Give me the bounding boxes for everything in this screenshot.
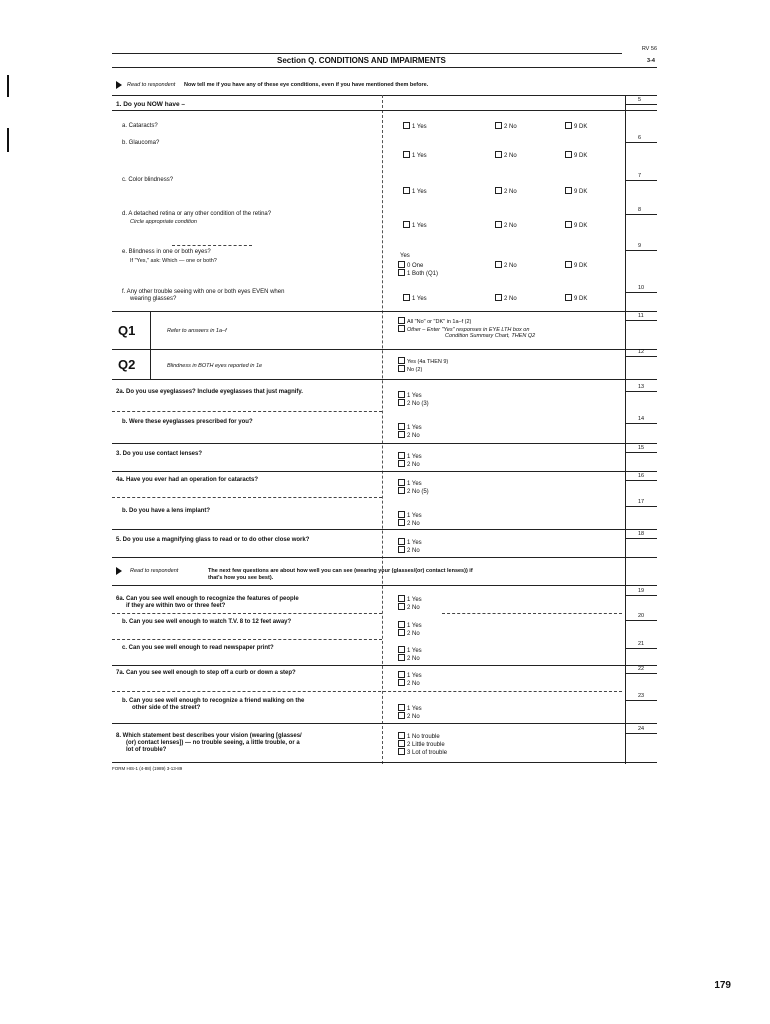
item-code: 23 xyxy=(638,693,645,699)
answer-option[interactable]: 2 No xyxy=(397,654,420,663)
answer-option[interactable]: 2 No xyxy=(494,261,517,270)
item-code: 6 xyxy=(638,135,642,141)
answer-option[interactable]: 1 Yes xyxy=(397,538,422,547)
q1c-label: c. Color blindness? xyxy=(122,177,174,183)
answer-option[interactable]: 2 No xyxy=(494,187,517,196)
q8-line3: lot of trouble? xyxy=(126,747,167,753)
q2a-label: 2a. Do you use eyeglasses? Include eyeglasses that just magnify. xyxy=(116,389,303,395)
answer-option[interactable]: 2 No xyxy=(397,629,420,638)
answer-option[interactable]: 2 No xyxy=(397,712,420,721)
answer-option[interactable]: 1 Yes xyxy=(397,479,422,488)
q6a-label: 6a. Can you see well enough to recognize the features of people xyxy=(116,596,299,602)
q6a-label-cont: if they are within two or three feet? xyxy=(126,603,226,609)
answer-option[interactable]: 1 Yes xyxy=(402,187,427,196)
q8-line2: (or) contact lenses]) — no trouble seeing, a little trouble, or a xyxy=(126,740,300,746)
answer-option[interactable]: Other – Enter "Yes" responses in EYE LTH box on xyxy=(397,325,529,334)
q5-label: 5. Do you use a magnifying glass to read or to do other close work? xyxy=(116,537,310,543)
answer-option[interactable]: 2 No xyxy=(397,519,420,528)
answer-option[interactable]: 1 Yes xyxy=(397,423,422,432)
answer-option-header: Yes xyxy=(400,253,410,259)
form-id: FORM HIS-1 (4-88) (1989) 3-13-89 xyxy=(112,766,183,771)
answer-option[interactable]: 2 No xyxy=(397,679,420,688)
item-code: 22 xyxy=(638,666,645,672)
answer-option[interactable]: 9 DK xyxy=(564,261,587,270)
answer-option[interactable]: 2 No xyxy=(494,294,517,303)
answer-option[interactable]: Yes (4a THEN 9) xyxy=(397,357,448,366)
answer-option[interactable]: 1 Yes xyxy=(402,294,427,303)
arrow-icon xyxy=(116,567,122,575)
item-code: 20 xyxy=(638,613,645,619)
answer-option[interactable]: All "No" or "DK" in 1a–f (2) xyxy=(397,317,471,326)
margin-mark xyxy=(7,75,9,97)
instruction2-line1: The next few questions are about how well you can see (wearing your (glasses/(or) contact lenses)) if xyxy=(208,568,473,574)
answer-column-rule xyxy=(382,95,383,764)
answer-option[interactable]: 2 No xyxy=(494,151,517,160)
item-code: 9 xyxy=(638,243,642,249)
answer-option[interactable]: 2 No xyxy=(494,122,517,131)
answer-option[interactable]: No (2) xyxy=(397,365,422,374)
q1a-label: a. Cataracts? xyxy=(122,123,158,129)
check-q1-cont: Condition Summary Chart, THEN Q2 xyxy=(445,333,536,339)
check-item-q1: Q1 xyxy=(118,323,136,338)
answer-option[interactable]: 1 Both (Q1) xyxy=(397,269,438,278)
check-q2-text: Blindness in BOTH eyes reported in 1e xyxy=(167,363,263,369)
q1b-label: b. Glaucoma? xyxy=(122,140,160,146)
q1-stem: 1. Do you NOW have – xyxy=(116,101,185,108)
item-code: 18 xyxy=(638,531,645,537)
item-code: 21 xyxy=(638,641,645,647)
arrow-icon xyxy=(116,81,122,89)
q1e-label: e. Blindness in one or both eyes? xyxy=(122,249,211,255)
item-code: 12 xyxy=(638,349,645,355)
answer-option[interactable]: 1 Yes xyxy=(397,452,422,461)
answer-option[interactable]: 1 Yes xyxy=(397,511,422,520)
check-item-q2: Q2 xyxy=(118,357,136,372)
answer-option[interactable]: 2 No xyxy=(397,431,420,440)
answer-option[interactable]: 1 Yes xyxy=(402,151,427,160)
answer-option[interactable]: 1 Yes xyxy=(397,621,422,630)
item-code: 8 xyxy=(638,207,642,213)
item-code: 24 xyxy=(638,726,645,732)
answer-option[interactable]: 1 Yes xyxy=(397,646,422,655)
answer-option[interactable]: 9 DK xyxy=(564,221,587,230)
answer-option[interactable]: 9 DK xyxy=(564,122,587,131)
answer-option[interactable]: 1 Yes xyxy=(397,704,422,713)
answer-option[interactable]: 2 Little trouble xyxy=(397,740,445,749)
q7a-label: 7a. Can you see well enough to step off a curb or down a step? xyxy=(116,670,296,676)
item-code: 16 xyxy=(638,473,645,479)
q4a-label: 4a. Have you ever had an operation for cataracts? xyxy=(116,477,259,483)
answer-option[interactable]: 1 No trouble xyxy=(397,732,440,741)
questionnaire-form xyxy=(112,46,657,771)
q1e-sub: If "Yes," ask: Which — one or both? xyxy=(130,258,217,264)
answer-option[interactable]: 2 No (3) xyxy=(397,399,429,408)
q3-label: 3. Do you use contact lenses? xyxy=(116,451,203,457)
item-code: 17 xyxy=(638,499,645,505)
q1d-label: d. A detached retina or any other condition of the retina? xyxy=(122,211,272,217)
answer-option[interactable]: 1 Yes xyxy=(402,221,427,230)
q4b-label: b. Do you have a lens implant? xyxy=(122,508,211,514)
answer-option[interactable]: 3 Lot of trouble xyxy=(397,748,447,757)
q7b-label-cont: other side of the street? xyxy=(132,705,201,711)
instruction2-tag: Read to respondent xyxy=(130,568,179,574)
answer-option[interactable]: 2 No xyxy=(494,221,517,230)
answer-option[interactable]: 2 No (5) xyxy=(397,487,429,496)
corner-code: RV 56 xyxy=(641,46,657,52)
answer-option[interactable]: 9 DK xyxy=(564,294,587,303)
answer-option[interactable]: 0 One xyxy=(397,261,423,270)
instruction2-line2: that's how you see best). xyxy=(208,575,274,581)
answer-option[interactable]: 1 Yes xyxy=(397,595,422,604)
item-code: 7 xyxy=(638,173,642,179)
page-number: 179 xyxy=(714,980,731,991)
answer-option[interactable]: 2 No xyxy=(397,460,420,469)
instruction-text: Now tell me if you have any of these eye conditions, even if you have mentioned them before. xyxy=(184,82,429,88)
item-code: 10 xyxy=(638,285,645,291)
q1d-sub: Circle appropriate condition xyxy=(130,219,197,225)
page-range: 3-4 xyxy=(647,58,655,64)
item-code: 5 xyxy=(638,97,642,103)
item-code: 11 xyxy=(638,313,644,319)
answer-option[interactable]: 1 Yes xyxy=(397,391,422,400)
q1f-label: f. Any other trouble seeing with one or both eyes EVEN when xyxy=(122,289,285,295)
answer-option[interactable]: 1 Yes xyxy=(402,122,427,131)
item-code: 13 xyxy=(638,384,645,390)
item-code: 15 xyxy=(638,445,645,451)
answer-option[interactable]: 2 No xyxy=(397,603,420,612)
section-title: Section Q. CONDITIONS AND IMPAIRMENTS xyxy=(277,56,446,65)
q2b-label: b. Were these eyeglasses prescribed for you? xyxy=(122,419,253,425)
margin-mark xyxy=(7,128,9,152)
answer-option[interactable]: 9 DK xyxy=(564,151,587,160)
q8-line1: 8. Which statement best describes your vision (wearing [glasses/ xyxy=(116,733,302,739)
q1f-label-cont: wearing glasses? xyxy=(130,296,177,302)
item-code: 19 xyxy=(638,588,645,594)
answer-option[interactable]: 1 Yes xyxy=(397,671,422,680)
code-column-rule xyxy=(625,95,626,764)
q6b-label: b. Can you see well enough to watch T.V. 8 to 12 feet away? xyxy=(122,619,292,625)
answer-option[interactable]: 9 DK xyxy=(564,187,587,196)
instruction-tag: Read to respondent xyxy=(127,82,176,88)
answer-option[interactable]: 2 No xyxy=(397,546,420,555)
q6c-label: c. Can you see well enough to read newspaper print? xyxy=(122,645,274,651)
check-q1-text: Refer to answers in 1a–f xyxy=(167,328,227,334)
item-code: 14 xyxy=(638,416,645,422)
q7b-label: b. Can you see well enough to recognize a friend walking on the xyxy=(122,698,305,704)
